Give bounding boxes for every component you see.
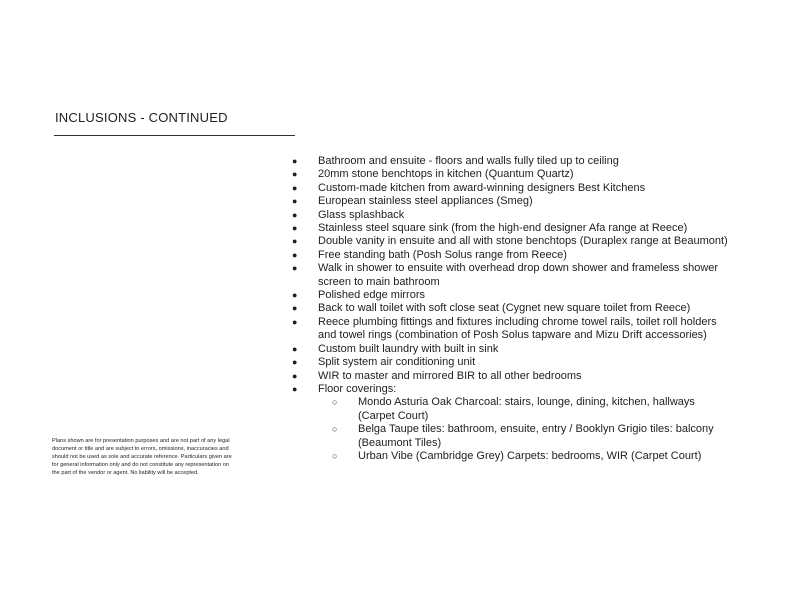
bullet-icon: ● — [292, 156, 298, 166]
inclusion-item — [292, 356, 732, 369]
section-title: INCLUSIONS - CONTINUED — [55, 110, 228, 125]
floor-covering-text: Belga Taupe tiles: bathroom, ensuite, entry / Booklyn Grigio tiles: balcony (Beaumont Tiles) — [358, 423, 714, 449]
bullet-icon: ● — [292, 290, 298, 301]
hollow-bullet-icon: ○ — [332, 424, 338, 435]
inclusion-item — [292, 195, 732, 208]
floor-covering-item — [318, 450, 732, 463]
bullet-icon: ● — [292, 263, 298, 274]
inclusion-text: Double vanity in ensuite and all with stone benchtops (Duraplex range at Beaumont) — [318, 235, 728, 248]
inclusions-list — [292, 155, 732, 463]
bullet-icon: ● — [292, 316, 298, 327]
inclusion-text: European stainless steel appliances (Smeg) — [318, 195, 533, 208]
inclusion-item — [292, 262, 732, 289]
hollow-bullet-icon: ○ — [332, 450, 338, 461]
inclusion-item — [292, 235, 732, 248]
inclusion-text: Glass splashback — [318, 208, 405, 221]
bullet-icon: ● — [292, 370, 298, 381]
bullet-icon: ● — [292, 236, 298, 247]
floor-covering-text: Mondo Asturia Oak Charcoal: stairs, lounge, dining, kitchen, hallways (Carpet Court) — [358, 396, 695, 422]
hollow-bullet-icon: ○ — [332, 397, 338, 408]
inclusion-text: Floor coverings: — [318, 382, 397, 395]
inclusion-text: Walk in shower to ensuite with overhead drop down shower and frameless shower screen to main bathroom — [318, 262, 719, 288]
inclusion-item — [292, 168, 732, 181]
inclusion-item — [292, 182, 732, 195]
inclusion-text: Stainless steel square sink (from the high-end designer Afa range at Reece) — [318, 222, 688, 235]
inclusion-text: Custom-made kitchen from award-winning designers Best Kitchens — [318, 181, 646, 194]
inclusion-text: Back to wall toilet with soft close seat (Cygnet new square toilet from Reece) — [318, 302, 691, 315]
inclusion-item-floor-coverings — [292, 383, 732, 463]
bullet-icon: ● — [292, 223, 298, 234]
bullet-icon: ● — [292, 209, 298, 220]
inclusion-text: Split system air conditioning unit — [318, 356, 476, 369]
bullet-icon: ● — [292, 196, 298, 207]
floor-covering-item — [318, 396, 732, 423]
inclusion-item — [292, 302, 732, 315]
floor-covering-text: Urban Vibe (Cambridge Grey) Carpets: bedrooms, WIR (Carpet Court) — [358, 449, 702, 462]
inclusion-item — [292, 343, 732, 356]
inclusion-text: 20mm stone benchtops in kitchen (Quantum Quartz) — [318, 168, 574, 181]
disclaimer-text: Plans shown are for presentation purposes and are not part of any legal document or title and are subject to errors, omissions, inaccuracies and should not be used as sole and accurate reference. Particulars given are for general information only and do not constitute any representation on the part of the vendor or agent. No liability will be accepted. — [52, 438, 232, 477]
inclusion-text: WIR to master and mirrored BIR to all other bedrooms — [318, 369, 582, 382]
inclusion-item — [292, 316, 732, 343]
inclusion-item — [292, 370, 732, 383]
floor-covering-item — [318, 423, 732, 450]
inclusion-item — [292, 222, 732, 235]
inclusion-text: Custom built laundry with built in sink — [318, 342, 499, 355]
bullet-icon: ● — [292, 182, 298, 193]
inclusion-item — [292, 209, 732, 222]
inclusion-text: Reece plumbing fittings and fixtures including chrome towel rails, toilet roll holders and towel rings (combination of Posh Solus tapware and Mizu Drift accessories) — [318, 315, 717, 342]
bullet-icon: ● — [292, 249, 298, 260]
bullet-icon: ● — [292, 343, 298, 354]
inclusion-text: Free standing bath (Posh Solus range from Reece) — [318, 248, 567, 261]
inclusion-text: Polished edge mirrors — [318, 289, 425, 302]
inclusion-item — [292, 249, 732, 262]
bullet-icon: ● — [292, 303, 298, 314]
inclusion-item — [292, 155, 732, 168]
inclusion-item — [292, 289, 732, 302]
title-underline — [54, 135, 295, 136]
bullet-icon: ● — [292, 169, 298, 180]
bullet-icon: ● — [292, 357, 298, 368]
floor-coverings-list — [318, 396, 732, 463]
bullet-icon: ● — [292, 383, 298, 394]
inclusion-text: Bathroom and ensuite - floors and walls fully tiled up to ceiling — [318, 155, 619, 167]
